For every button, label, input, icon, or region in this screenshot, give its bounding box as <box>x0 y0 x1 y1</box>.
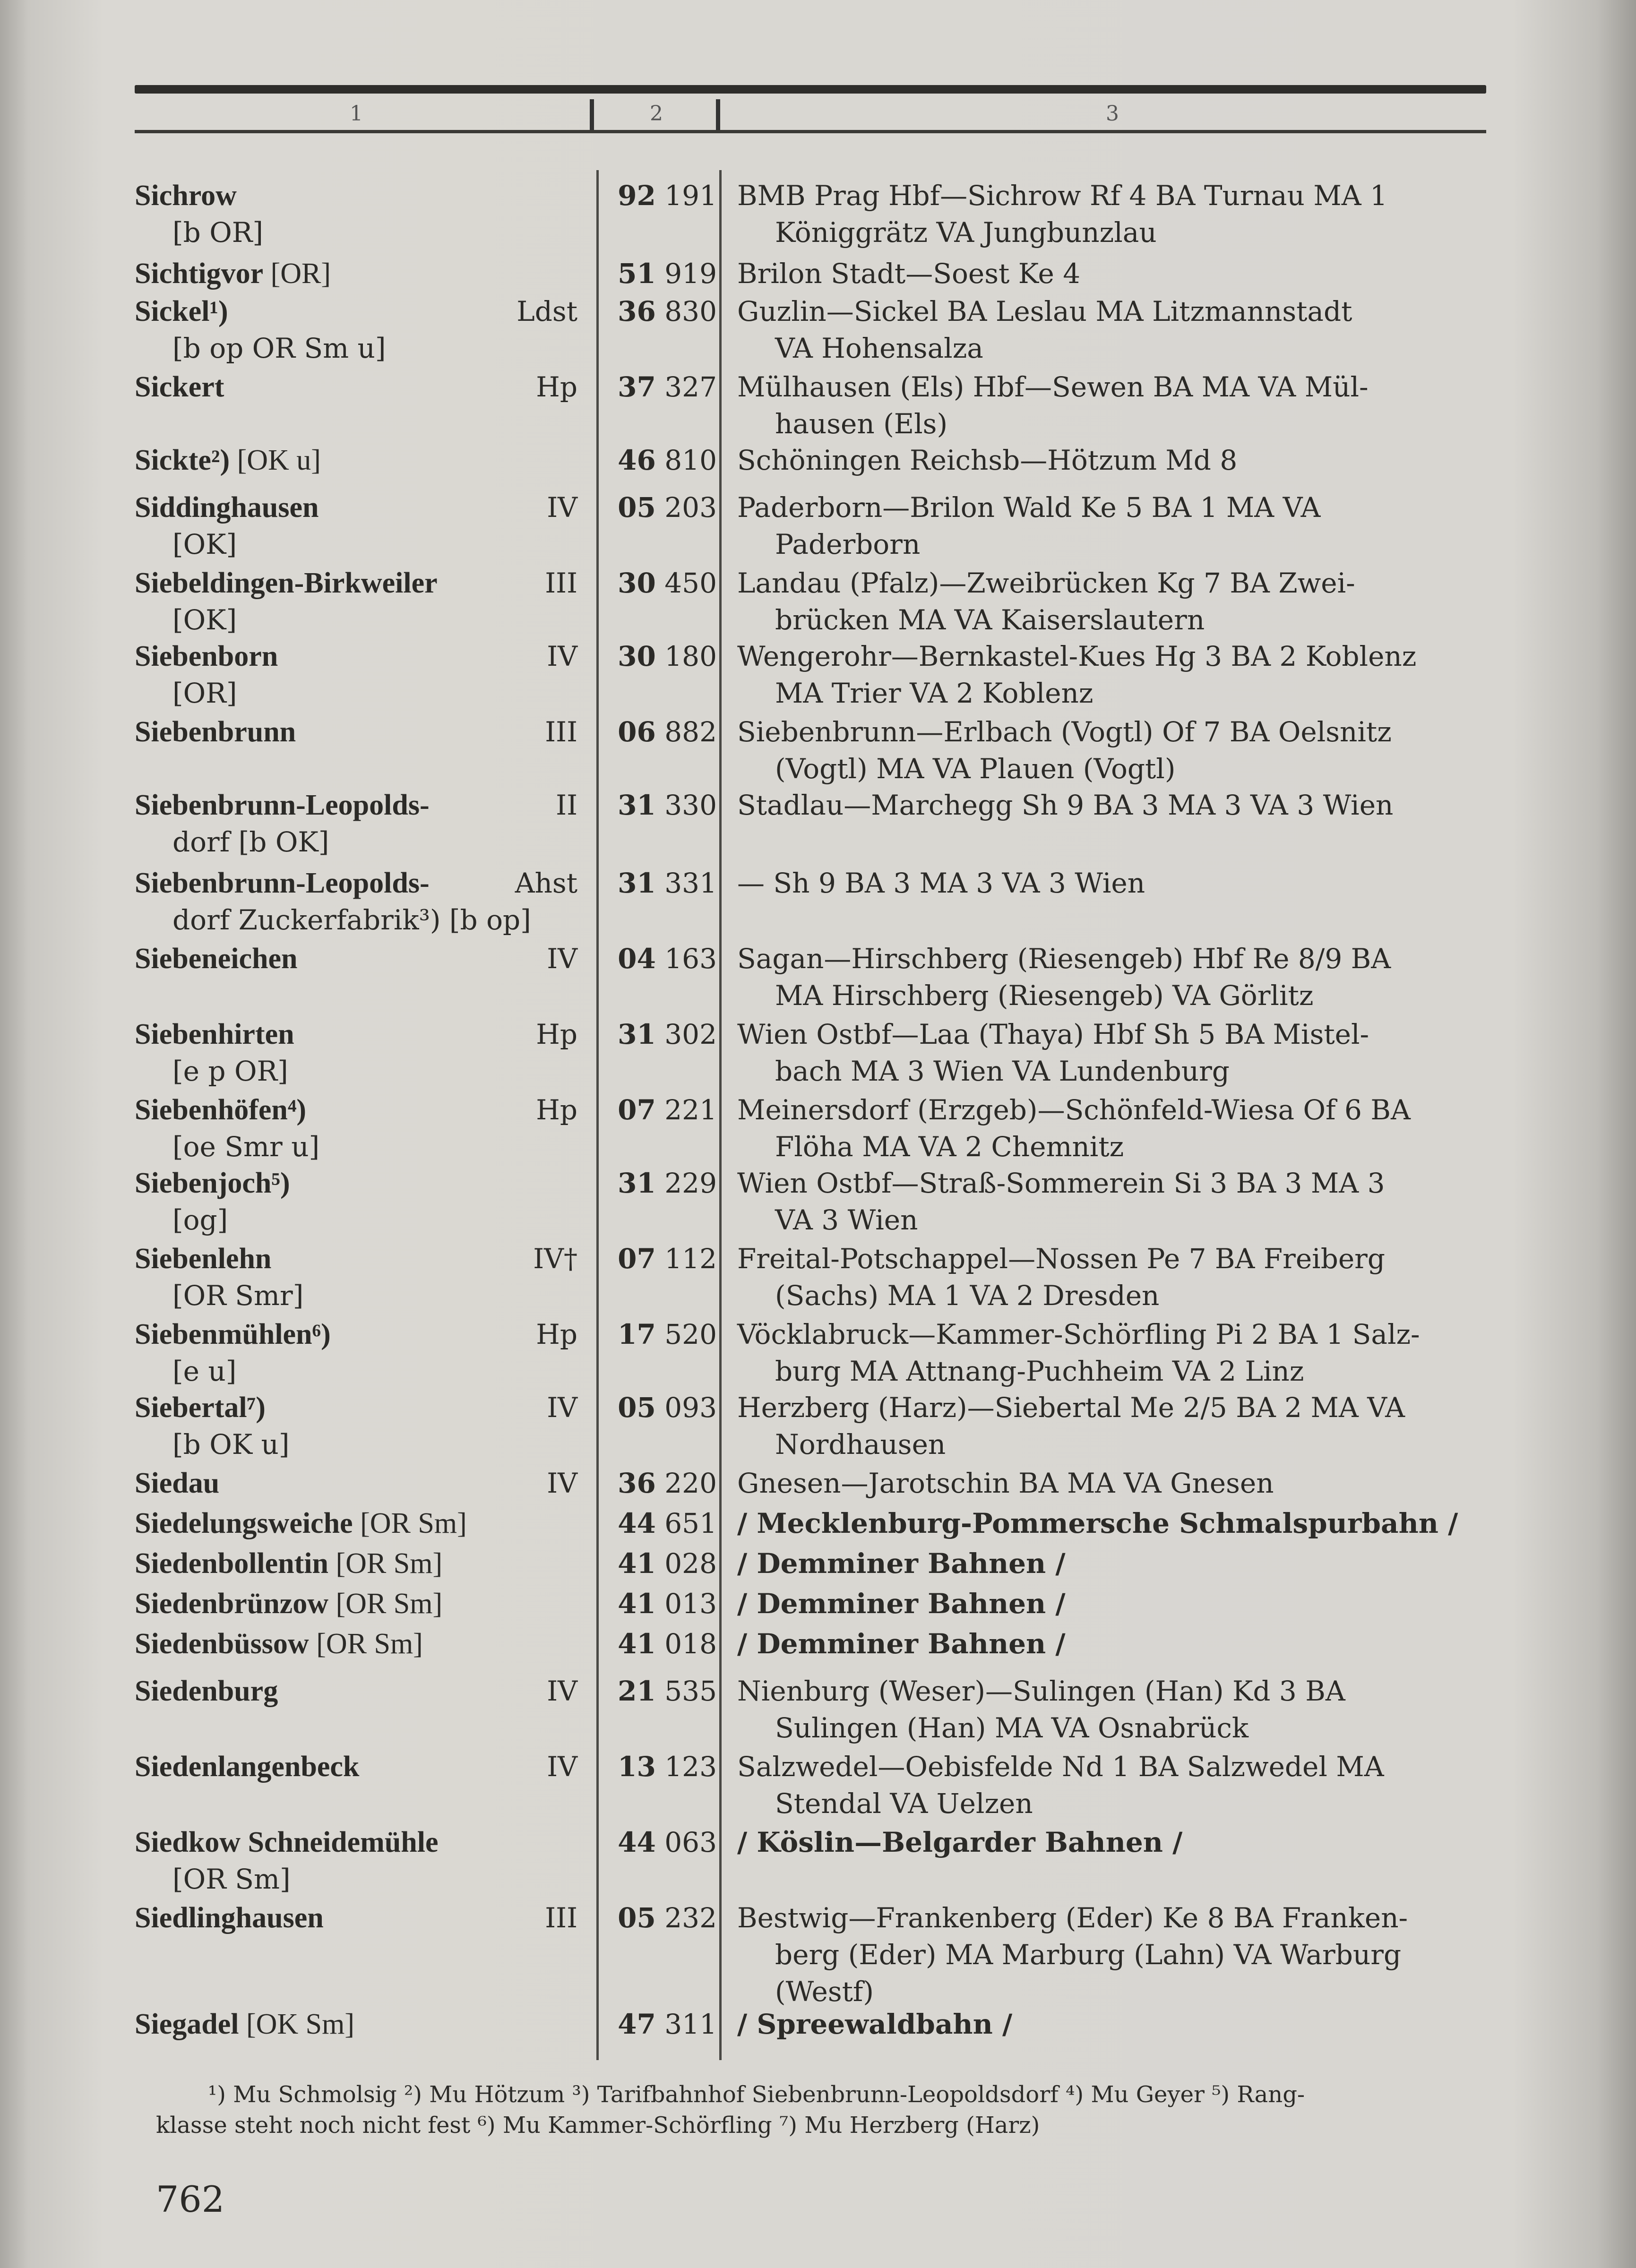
station-class: Hp <box>536 1094 577 1126</box>
route-description: Paderborn—Brilon Wald Ke 5 BA 1 MA VA <box>737 491 1321 524</box>
station-name: Siebenbrunn-Leopolds- <box>135 789 430 821</box>
station-class: IV <box>547 491 577 524</box>
station-code: 21 535 <box>618 1675 717 1707</box>
station-code: 92 191 <box>618 180 717 212</box>
station-name-extra: [b op OR Sm u] <box>172 332 386 364</box>
route-description-cont: (Sachs) MA 1 VA 2 Dresden <box>775 1280 1160 1312</box>
station-name: Siedenlangenbeck <box>135 1751 360 1783</box>
station-code: 04 163 <box>618 943 717 975</box>
route-description-cont: Königgrätz VA Jungbunzlau <box>775 216 1157 249</box>
station-code: 17 520 <box>618 1318 717 1350</box>
station-name: Siedau <box>135 1467 220 1499</box>
station-code: 31 229 <box>618 1167 717 1199</box>
station-name-extra: [og] <box>172 1204 228 1236</box>
route-description-cont: berg (Eder) MA Marburg (Lahn) VA Warburg <box>775 1939 1402 1971</box>
station-name-extra: [OK] <box>172 528 237 560</box>
station-code: 44 651 <box>618 1507 717 1539</box>
route-description-cont: Nordhausen <box>775 1428 946 1460</box>
column-header-1: 1 <box>350 102 363 126</box>
station-class: II <box>556 789 577 821</box>
route-description: Brilon Stadt—Soest Ke 4 <box>737 258 1081 290</box>
route-description: Vöcklabruck—Kammer-Schörfling Pi 2 BA 1 Salz- <box>737 1318 1420 1350</box>
station-class: IV <box>547 640 577 672</box>
station-code: 05 093 <box>618 1392 717 1424</box>
station-code: 06 882 <box>618 716 717 748</box>
route-description-cont: VA Hohensalza <box>775 332 983 364</box>
top-rule <box>135 85 1486 94</box>
station-code: 31 331 <box>618 867 717 899</box>
route-description: / Köslin—Belgarder Bahnen / <box>737 1826 1183 1858</box>
station-class: IV <box>547 1467 577 1499</box>
route-description-cont: Paderborn <box>775 528 921 560</box>
route-description: / Mecklenburg-Pommersche Schmalspurbahn / <box>737 1507 1458 1539</box>
station-name: Siebenhöfen⁴) <box>135 1094 307 1126</box>
page-number: 762 <box>156 2178 225 2220</box>
station-class: III <box>545 567 577 599</box>
station-name: Sickert <box>135 371 224 403</box>
route-description: Freital-Potschappel—Nossen Pe 7 BA Freiberg <box>737 1243 1386 1275</box>
column-header-3: 3 <box>1106 102 1119 126</box>
station-code: 31 330 <box>618 789 717 821</box>
route-description: Wien Ostbf—Laa (Thaya) Hbf Sh 5 BA Mistel- <box>737 1018 1369 1050</box>
station-name-extra: [b OR] <box>172 216 264 249</box>
station-code: 36 830 <box>618 295 717 327</box>
station-name: Siedenburg <box>135 1675 278 1707</box>
route-description-cont: (Vogtl) MA VA Plauen (Vogtl) <box>775 753 1176 785</box>
station-class: Ldst <box>517 295 577 327</box>
station-name: Sickte²) [OK u] <box>135 444 321 476</box>
station-name-extra: [e u] <box>172 1355 237 1387</box>
station-name: Siebeneichen <box>135 943 298 975</box>
route-description: Stadlau—Marchegg Sh 9 BA 3 MA 3 VA 3 Wien <box>737 789 1394 821</box>
route-description: / Demminer Bahnen / <box>737 1588 1066 1620</box>
column-divider <box>719 170 722 2060</box>
station-code: 41 013 <box>618 1588 717 1620</box>
station-code: 51 919 <box>618 258 717 290</box>
route-description: Sagan—Hirschberg (Riesengeb) Hbf Re 8/9 BA <box>737 943 1391 975</box>
station-code: 30 450 <box>618 567 717 599</box>
route-description: Bestwig—Frankenberg (Eder) Ke 8 BA Franken- <box>737 1902 1408 1934</box>
route-description-cont: burg MA Attnang-Puchheim VA 2 Linz <box>775 1355 1304 1387</box>
station-class: III <box>545 716 577 748</box>
station-class: IV <box>547 943 577 975</box>
route-description-cont: (Westf) <box>775 1976 874 2008</box>
station-name: Siebertal⁷) <box>135 1392 266 1424</box>
station-code: 07 221 <box>618 1094 717 1126</box>
station-name: Siebenborn <box>135 640 278 672</box>
route-description: Landau (Pfalz)—Zweibrücken Kg 7 BA Zwei- <box>737 567 1355 599</box>
station-code: 47 311 <box>618 2008 717 2040</box>
station-class: IV <box>547 1751 577 1783</box>
route-description: Siebenbrunn—Erlbach (Vogtl) Of 7 BA Oelsnitz <box>737 716 1392 748</box>
station-name-extra: [e p OR] <box>172 1055 288 1087</box>
station-name: Siddinghausen <box>135 491 319 524</box>
route-description: / Demminer Bahnen / <box>737 1628 1066 1660</box>
station-name: Siebenbrunn-Leopolds- <box>135 867 430 899</box>
station-code: 07 112 <box>618 1243 717 1275</box>
station-code: 30 180 <box>618 640 717 672</box>
station-name: Siebenlehn <box>135 1243 272 1275</box>
route-description: Schöningen Reichsb—Hötzum Md 8 <box>737 444 1238 476</box>
station-class: IV† <box>533 1243 577 1275</box>
station-name-extra: [OR Smr] <box>172 1280 304 1312</box>
station-code: 44 063 <box>618 1826 717 1858</box>
route-description: Wengerohr—Bernkastel-Kues Hg 3 BA 2 Koblenz <box>737 640 1417 672</box>
station-name: Siebenjoch⁵) <box>135 1167 290 1199</box>
station-name: Siedenbrünzow [OR Sm] <box>135 1588 443 1620</box>
station-class: Hp <box>536 1318 577 1350</box>
station-name: Siebeldingen-Birkweiler <box>135 567 438 599</box>
route-description: Nienburg (Weser)—Sulingen (Han) Kd 3 BA <box>737 1675 1345 1707</box>
station-name-extra: [OR] <box>172 677 237 709</box>
station-name: Sickel¹) <box>135 295 228 327</box>
station-name-extra: [oe Smr u] <box>172 1131 320 1163</box>
station-name: Siedenbollentin [OR Sm] <box>135 1547 443 1580</box>
column-divider <box>596 170 599 2060</box>
station-code: 13 123 <box>618 1751 717 1783</box>
station-class: Hp <box>536 371 577 403</box>
header-rule <box>135 130 1486 133</box>
station-class: Hp <box>536 1018 577 1050</box>
station-code: 05 203 <box>618 491 717 524</box>
footnotes-line-2: klasse steht noch nicht fest ⁶) Mu Kammer-Schörfling ⁷) Mu Herzberg (Harz) <box>156 2112 1040 2139</box>
route-description: — Sh 9 BA 3 MA 3 VA 3 Wien <box>737 867 1145 899</box>
station-name-extra: dorf Zuckerfabrik³) [b op] <box>172 904 531 936</box>
header-separator <box>716 99 720 130</box>
header-separator <box>590 99 594 130</box>
station-code: 41 028 <box>618 1547 717 1580</box>
route-description-cont: VA 3 Wien <box>775 1204 918 1236</box>
station-name: Siegadel [OK Sm] <box>135 2008 355 2040</box>
station-name-extra: [b OK u] <box>172 1428 290 1460</box>
station-code: 46 810 <box>618 444 717 476</box>
station-code: 36 220 <box>618 1467 717 1499</box>
route-description-cont: Flöha MA VA 2 Chemnitz <box>775 1131 1124 1163</box>
route-description-cont: hausen (Els) <box>775 408 948 440</box>
station-name-extra: dorf [b OK] <box>172 826 329 858</box>
route-description-cont: MA Trier VA 2 Koblenz <box>775 677 1094 709</box>
route-description-cont: MA Hirschberg (Riesengeb) VA Görlitz <box>775 979 1314 1012</box>
station-name: Siedelungsweiche [OR Sm] <box>135 1507 467 1539</box>
station-code: 05 232 <box>618 1902 717 1934</box>
route-description: Herzberg (Harz)—Siebertal Me 2/5 BA 2 MA VA <box>737 1392 1405 1424</box>
route-description: / Demminer Bahnen / <box>737 1547 1066 1580</box>
route-description-cont: Stendal VA Uelzen <box>775 1787 1033 1820</box>
station-name: Siedkow Schneidemühle <box>135 1826 439 1858</box>
station-class: Ahst <box>515 867 577 899</box>
route-description: / Spreewaldbahn / <box>737 2008 1013 2040</box>
route-description: BMB Prag Hbf—Sichrow Rf 4 BA Turnau MA 1 <box>737 180 1387 212</box>
station-name: Siebenmühlen⁶) <box>135 1318 331 1350</box>
route-description: Meinersdorf (Erzgeb)—Schönfeld-Wiesa Of 6 BA <box>737 1094 1411 1126</box>
station-name-extra: [OK] <box>172 604 237 636</box>
station-class: IV <box>547 1675 577 1707</box>
route-description: Gnesen—Jarotschin BA MA VA Gnesen <box>737 1467 1274 1499</box>
route-description-cont: brücken MA VA Kaiserslautern <box>775 604 1205 636</box>
route-description-cont: Sulingen (Han) MA VA Osnabrück <box>775 1712 1249 1744</box>
station-class: IV <box>547 1392 577 1424</box>
station-name-extra: [OR Sm] <box>172 1863 291 1895</box>
route-description: Mülhausen (Els) Hbf—Sewen BA MA VA Mül- <box>737 371 1369 403</box>
station-name: Siedenbüssow [OR Sm] <box>135 1628 423 1660</box>
station-name: Sichrow <box>135 180 237 212</box>
station-name: Siedlinghausen <box>135 1902 324 1934</box>
route-description: Salzwedel—Oebisfelde Nd 1 BA Salzwedel MA <box>737 1751 1384 1783</box>
station-code: 31 302 <box>618 1018 717 1050</box>
station-name: Siebenhirten <box>135 1018 294 1050</box>
column-header-2: 2 <box>650 102 663 126</box>
station-name: Sichtigvor [OR] <box>135 258 331 290</box>
station-class: III <box>545 1902 577 1934</box>
footnotes-line-1: ¹) Mu Schmolsig ²) Mu Hötzum ³) Tarifbahnhof Siebenbrunn-Leopoldsdorf ⁴) Mu Geyer ⁵) Rang- <box>208 2081 1305 2108</box>
route-description: Guzlin—Sickel BA Leslau MA Litzmannstadt <box>737 295 1352 327</box>
station-code: 41 018 <box>618 1628 717 1660</box>
route-description: Wien Ostbf—Straß-Sommerein Si 3 BA 3 MA 3 <box>737 1167 1385 1199</box>
station-code: 37 327 <box>618 371 717 403</box>
route-description-cont: bach MA 3 Wien VA Lundenburg <box>775 1055 1230 1087</box>
station-name: Siebenbrunn <box>135 716 296 748</box>
